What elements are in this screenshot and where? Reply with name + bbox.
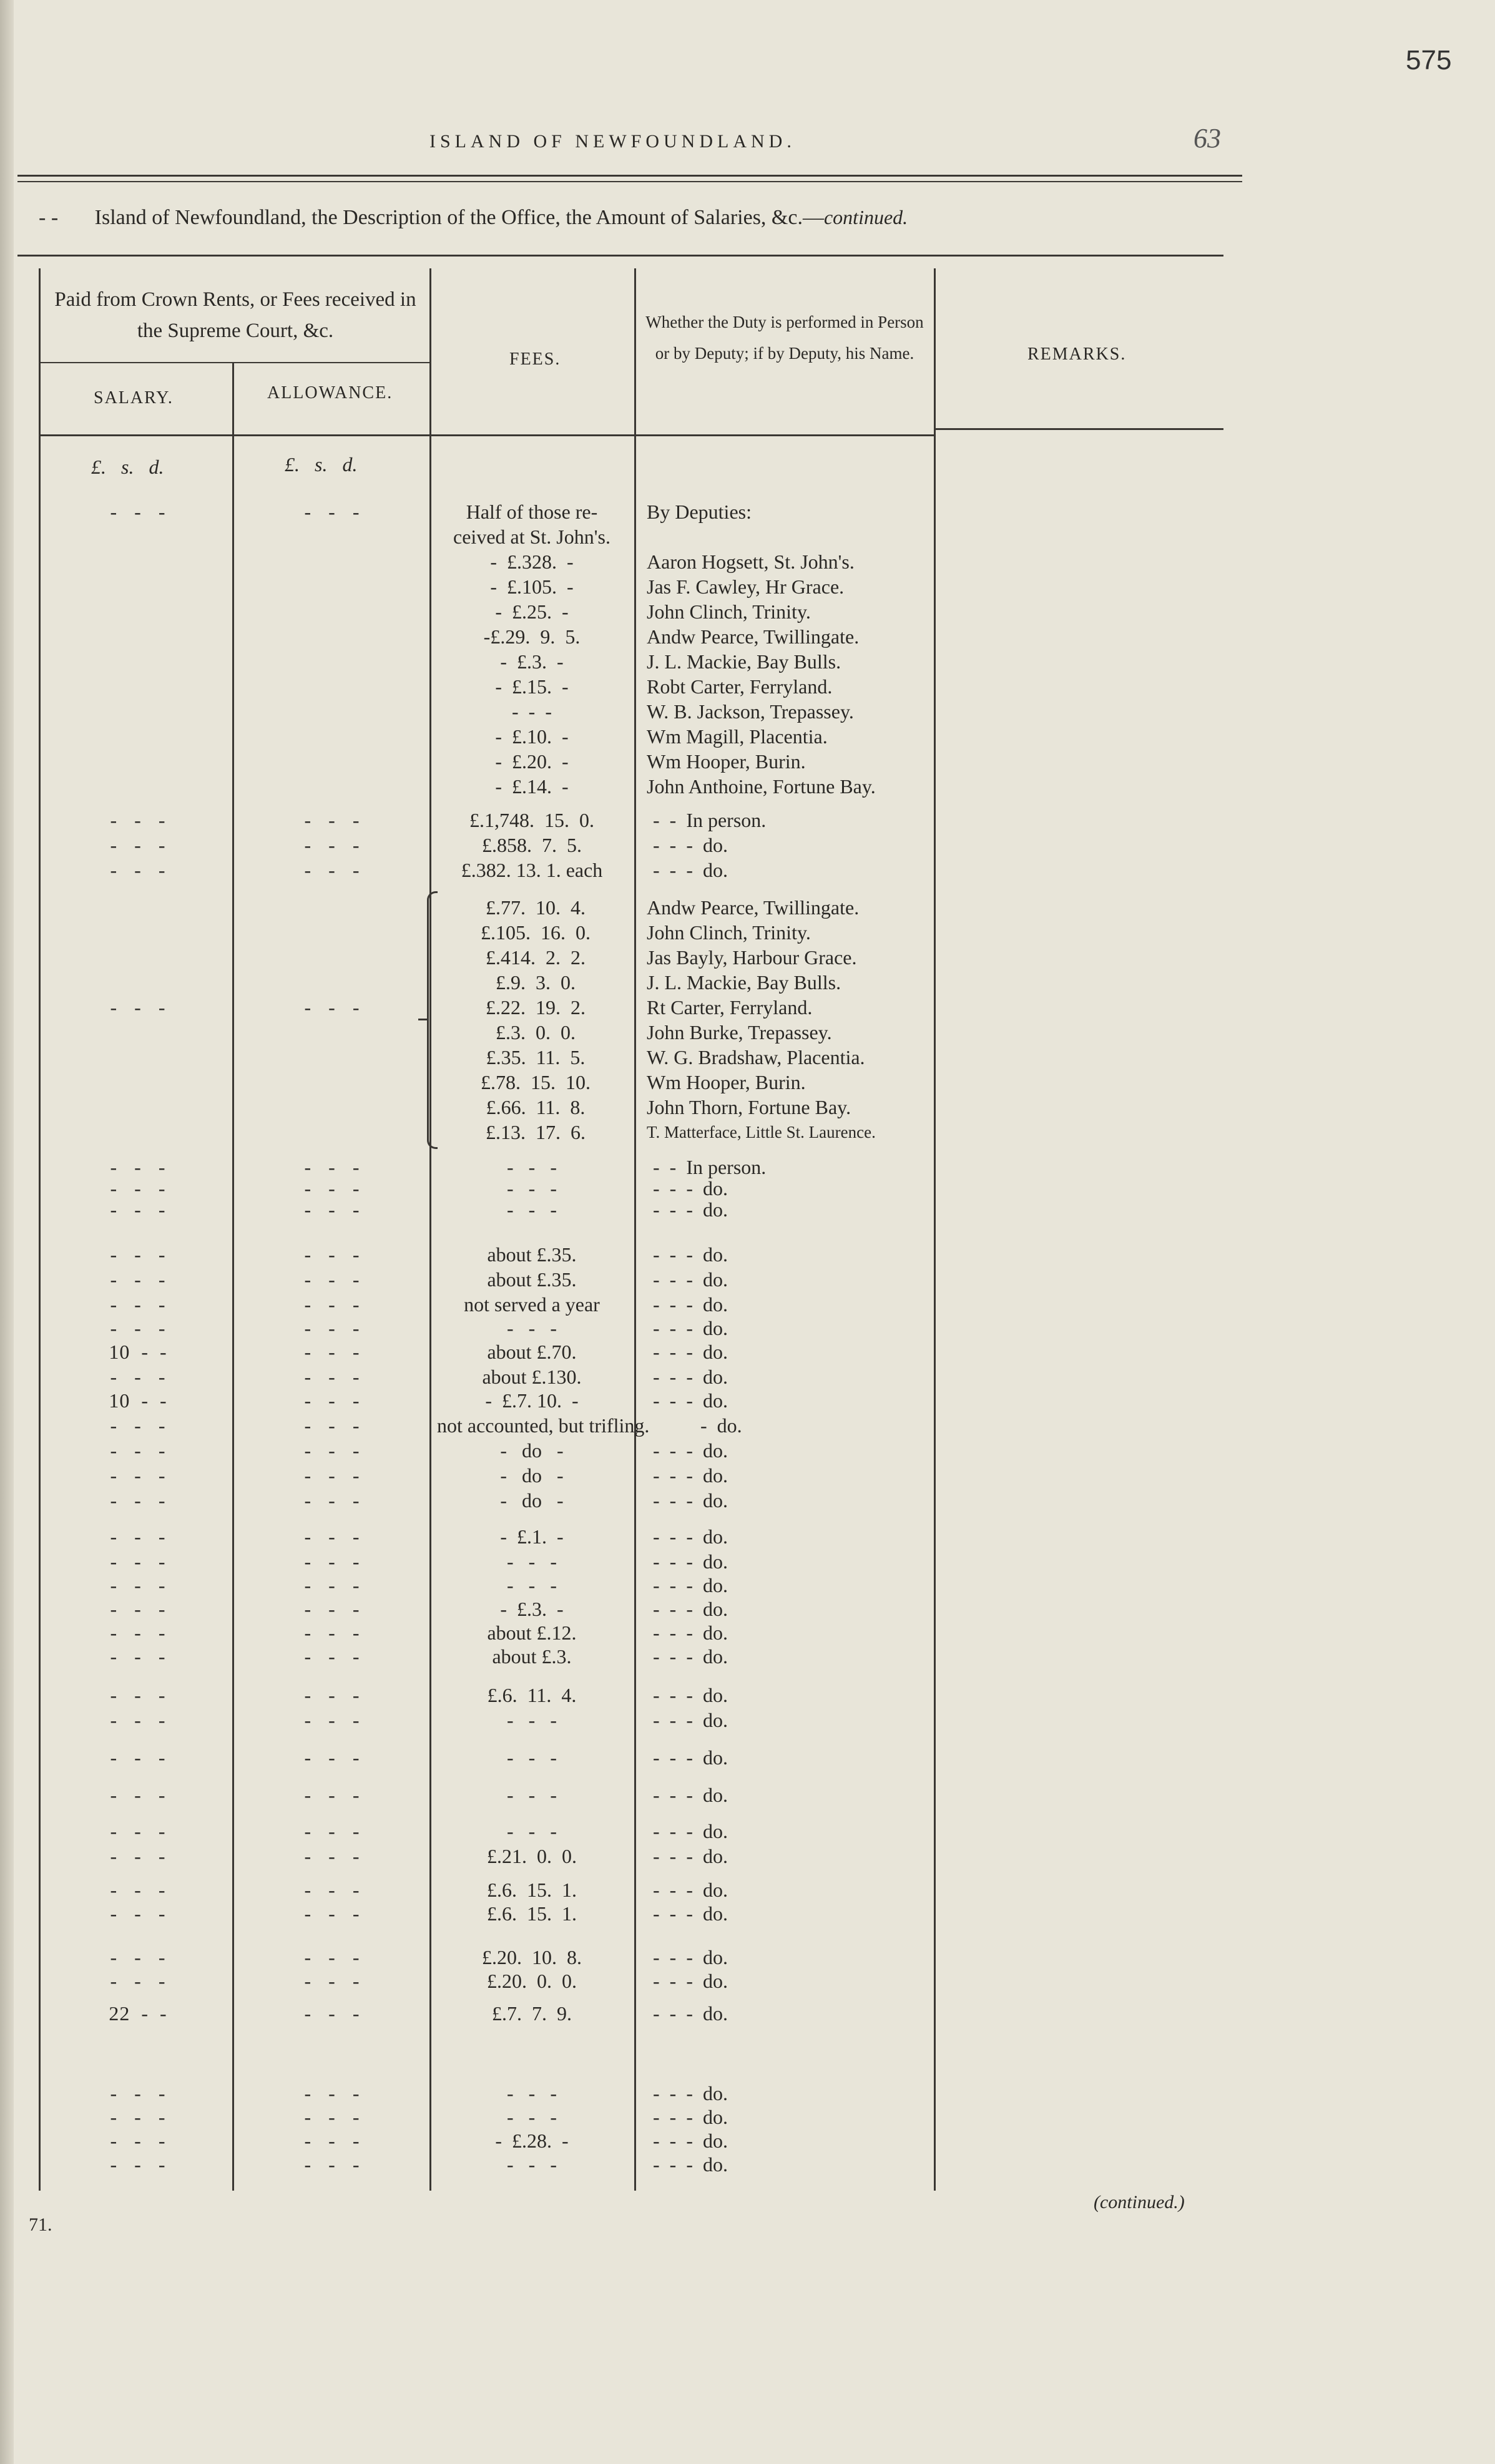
- fees-cell: about £.70.: [487, 1341, 577, 1363]
- fees-cell: - £.3. -: [500, 1598, 564, 1620]
- duty-cell: - - - do.: [653, 1621, 728, 1644]
- duty-cell: John Clinch, Trinity.: [647, 921, 811, 944]
- salary-cell: 22 - -: [109, 2002, 167, 2025]
- duty-cell: - - - do.: [653, 1746, 728, 1769]
- fees-cell: £.20. 10. 8.: [482, 1946, 582, 1968]
- duty-cell: - - - do.: [653, 2002, 728, 2025]
- salary-cell: 10 - -: [109, 1341, 167, 1363]
- duty-cell: - - - do.: [653, 2129, 728, 2152]
- allowance-cell: - - -: [304, 1293, 360, 1316]
- header-allowance: ALLOWANCE.: [267, 383, 393, 403]
- salary-cell: - - -: [110, 1439, 166, 1462]
- fees-cell: - £.328. -: [490, 550, 574, 573]
- duty-cell: - - - do.: [653, 1845, 728, 1867]
- fees-cell: £.6. 15. 1.: [487, 1879, 577, 1901]
- fees-cell: £.77. 10. 4.: [486, 896, 586, 919]
- allowance-cell: - - -: [304, 1389, 360, 1412]
- subtitle-text: Island of Newfoundland, the Description of the Office, the Amount of Salaries, &c.—: [94, 206, 824, 229]
- salary-cell: - - -: [110, 1879, 166, 1901]
- fees-cell: £.105. 16. 0.: [481, 921, 591, 944]
- duty-cell: - - - do.: [653, 1820, 728, 1842]
- fees-cell: £.35. 11. 5.: [486, 1046, 586, 1068]
- salary-cell: - - -: [110, 1317, 166, 1339]
- salary-cell: - - -: [110, 1268, 166, 1291]
- duty-cell: John Clinch, Trinity.: [647, 600, 811, 623]
- fees-cell: - £.105. -: [490, 575, 574, 598]
- fees-cell: £.22. 19. 2.: [486, 996, 586, 1019]
- footer-continued: (continued.): [1094, 2192, 1185, 2212]
- header-rule-bottom: [17, 181, 1242, 182]
- allowance-cell: - - -: [304, 1746, 360, 1769]
- duty-cell: - - - do.: [653, 859, 728, 881]
- subtitle-prefix: - -: [39, 206, 59, 229]
- fees-cell: about £.3.: [492, 1645, 572, 1668]
- allowance-cell: - - -: [304, 1845, 360, 1867]
- duty-cell: - - - do.: [653, 1709, 728, 1731]
- fees-cell: not served a year: [464, 1293, 600, 1316]
- fees-cell: - do -: [500, 1489, 564, 1512]
- duty-cell: - - - do.: [653, 1243, 728, 1266]
- salary-cell: - - -: [110, 501, 166, 523]
- salary-cell: - - -: [110, 1198, 166, 1221]
- allowance-cell: - - -: [304, 1709, 360, 1731]
- salary-cell: - - -: [110, 2153, 166, 2176]
- running-head: ISLAND OF NEWFOUNDLAND.: [429, 131, 796, 152]
- allowance-cell: - - -: [304, 1970, 360, 1992]
- allowance-cell: - - -: [304, 1621, 360, 1644]
- salary-cell: - - -: [110, 1574, 166, 1596]
- fees-cell: - £.1. -: [500, 1525, 564, 1548]
- duty-cell: John Anthoine, Fortune Bay.: [647, 775, 876, 798]
- allowance-fees-divider: [429, 268, 431, 2191]
- allowance-cell: - - -: [304, 1341, 360, 1363]
- salary-cell: - - -: [110, 809, 166, 831]
- remarks-header-rule: [935, 428, 1223, 430]
- duty-cell: Andw Pearce, Twillingate.: [647, 625, 860, 648]
- salary-cell: - - -: [110, 2106, 166, 2128]
- fees-cell: - - -: [507, 1784, 557, 1806]
- duty-cell: John Thorn, Fortune Bay.: [647, 1096, 851, 1118]
- allowance-cell: - - -: [304, 1366, 360, 1388]
- fees-cell: - - -: [507, 2082, 557, 2105]
- subtitle-line: [39, 206, 908, 230]
- header-bottom-rule: [40, 434, 934, 436]
- salary-cell: - - -: [110, 1946, 166, 1968]
- salary-cell: - - -: [110, 996, 166, 1019]
- allowance-cell: - - -: [304, 2082, 360, 2105]
- allowance-cell: - - -: [304, 1574, 360, 1596]
- duty-cell: - - - do.: [653, 1389, 728, 1412]
- salary-cell: - - -: [110, 1464, 166, 1487]
- folio-number: 63: [1194, 123, 1221, 154]
- fees-cell: about £.130.: [482, 1366, 582, 1388]
- allowance-cell: - - -: [304, 2106, 360, 2128]
- duty-cell: - - - do.: [653, 1464, 728, 1487]
- allowance-cell: - - -: [304, 859, 360, 881]
- fees-cell: - - -: [507, 1709, 557, 1731]
- salary-cell: - - -: [110, 1621, 166, 1644]
- salary-cell: - - -: [110, 1820, 166, 1842]
- salary-cell: - - -: [110, 2082, 166, 2105]
- duty-cell: Jas F. Cawley, Hr Grace.: [647, 575, 845, 598]
- duty-cell: - - - do.: [653, 1550, 728, 1573]
- duty-cell: Wm Hooper, Burin.: [647, 750, 806, 773]
- header-remarks: REMARKS.: [1027, 345, 1127, 364]
- allowance-cell: - - -: [304, 1784, 360, 1806]
- salary-cell: - - -: [110, 1970, 166, 1992]
- fees-cell: - £.7. 10. -: [485, 1389, 579, 1412]
- footer-left-number: 71.: [29, 2214, 52, 2235]
- fees-cell: £.20. 0. 0.: [487, 1970, 577, 1992]
- duty-cell: - - - do.: [653, 1177, 728, 1200]
- book-spine: [0, 0, 14, 2464]
- salary-cell: - - -: [110, 1709, 166, 1731]
- salary-cell: - - -: [110, 1489, 166, 1512]
- allowance-cell: - - -: [304, 1550, 360, 1573]
- salary-cell: - - -: [110, 1243, 166, 1266]
- salary-allowance-divider: [232, 362, 234, 2191]
- duty-cell: Andw Pearce, Twillingate.: [647, 896, 860, 919]
- allowance-cell: - - -: [304, 1156, 360, 1178]
- allowance-cell: - - -: [304, 1820, 360, 1842]
- duty-cell: - - - do.: [653, 1879, 728, 1901]
- fees-cell: £.414. 2. 2.: [486, 946, 586, 969]
- header-fees: FEES.: [509, 350, 561, 369]
- allowance-cell: - - -: [304, 2129, 360, 2152]
- salary-cell: - - -: [110, 1845, 166, 1867]
- duty-cell: - - - do.: [653, 1439, 728, 1462]
- duty-cell: - - In person.: [653, 809, 767, 831]
- duty-cell: Jas Bayly, Harbour Grace.: [647, 946, 857, 969]
- subtitle-continued: continued.: [823, 206, 908, 228]
- allowance-cell: - - -: [304, 1177, 360, 1200]
- salary-cell: - - -: [110, 1746, 166, 1769]
- allowance-cell: - - -: [304, 2153, 360, 2176]
- allowance-cell: - - -: [304, 1243, 360, 1266]
- table-top-rule: [17, 255, 1223, 257]
- salary-cell: - - -: [110, 859, 166, 881]
- fees-cell: - do -: [500, 1439, 564, 1462]
- fees-cell: £.3. 0. 0.: [496, 1021, 576, 1044]
- fees-cell: - - -: [512, 700, 552, 723]
- duty-cell: - - - do.: [653, 1970, 728, 1992]
- allowance-cell: - - -: [304, 1439, 360, 1462]
- duty-cell: Robt Carter, Ferryland.: [647, 675, 833, 698]
- fees-cell: £.13. 17. 6.: [486, 1121, 586, 1143]
- salary-cell: - - -: [110, 1902, 166, 1925]
- header-salary: SALARY.: [94, 388, 174, 408]
- duty-cell: - - - do.: [653, 2106, 728, 2128]
- fees-duty-divider: [634, 268, 636, 2191]
- allowance-cell: - - -: [304, 834, 360, 856]
- duty-cell: - - - do.: [653, 1784, 728, 1806]
- salary-units: £. s. d.: [91, 456, 164, 478]
- allowance-cell: - - -: [304, 2002, 360, 2025]
- duty-cell: - - - do.: [653, 1525, 728, 1548]
- duty-cell: - - - do.: [653, 1574, 728, 1596]
- duty-cell: - - - do.: [653, 834, 728, 856]
- duty-cell: J. L. Mackie, Bay Bulls.: [647, 971, 841, 994]
- duty-cell: - - - do.: [653, 1268, 728, 1291]
- fees-cell: Half of those re-: [466, 501, 598, 523]
- duty-cell: By Deputies:: [647, 501, 752, 523]
- duty-cell: - - - do.: [653, 1902, 728, 1925]
- fees-cell: - do -: [500, 1464, 564, 1487]
- fees-cell: not accounted, but trifling.: [437, 1414, 650, 1437]
- salary-cell: - - -: [110, 1293, 166, 1316]
- table-left-rule: [39, 268, 41, 2191]
- fees-cell: £.7. 7. 9.: [492, 2002, 572, 2025]
- duty-cell: - - - do.: [653, 1489, 728, 1512]
- fees-cell: - - -: [507, 1746, 557, 1769]
- duty-cell: W. G. Bradshaw, Placentia.: [647, 1046, 865, 1068]
- fees-cell: - £.14. -: [495, 775, 569, 798]
- duty-cell: - - In person.: [653, 1156, 767, 1178]
- fees-cell: £.1,748. 15. 0.: [469, 809, 594, 831]
- allowance-cell: - - -: [304, 1198, 360, 1221]
- duty-cell: - - - do.: [653, 2082, 728, 2105]
- fees-cell: £.78. 15. 10.: [481, 1071, 591, 1093]
- fees-cell: £.9. 3. 0.: [496, 971, 576, 994]
- allowance-cell: - - -: [304, 809, 360, 831]
- duty-cell: - - - do.: [653, 1946, 728, 1968]
- fees-cell: £.66. 11. 8.: [486, 1096, 586, 1118]
- fees-cell: £.6. 11. 4.: [487, 1684, 577, 1706]
- duty-cell: John Burke, Trepassey.: [647, 1021, 832, 1044]
- salary-cell: - - -: [110, 2129, 166, 2152]
- fees-cell: - - -: [507, 2153, 557, 2176]
- fees-cell: -£.29. 9. 5.: [483, 625, 581, 648]
- fees-cell: - - -: [507, 1574, 557, 1596]
- fees-cell: - £.10. -: [495, 725, 569, 748]
- fees-cell: ceived at St. John's.: [453, 526, 610, 548]
- duty-cell: - - - do.: [653, 1317, 728, 1339]
- duty-cell: - - - do.: [653, 1598, 728, 1620]
- fees-cell: - - -: [507, 1198, 557, 1221]
- salary-cell: - - -: [110, 1366, 166, 1388]
- header-rule-top: [17, 175, 1242, 177]
- allowance-cell: - - -: [304, 1414, 360, 1437]
- salary-cell: - - -: [110, 1525, 166, 1548]
- fees-cell: - - -: [507, 1177, 557, 1200]
- allowance-cell: - - -: [304, 1879, 360, 1901]
- fees-cell: - - -: [507, 1156, 557, 1178]
- fees-cell: about £.35.: [487, 1243, 577, 1266]
- duty-cell: T. Matterface, Little St. Laurence.: [647, 1123, 876, 1142]
- duty-cell: - - - do.: [653, 1293, 728, 1316]
- fees-cell: - - -: [507, 1317, 557, 1339]
- duty-cell: Wm Hooper, Burin.: [647, 1071, 806, 1093]
- salary-cell: - - -: [110, 1684, 166, 1706]
- allowance-cell: - - -: [304, 1902, 360, 1925]
- allowance-cell: - - -: [304, 1464, 360, 1487]
- fees-cell: £.6. 15. 1.: [487, 1902, 577, 1925]
- fees-cell: about £.35.: [487, 1268, 577, 1291]
- salary-cell: - - -: [110, 1598, 166, 1620]
- brace-top: [427, 891, 438, 1022]
- duty-cell: - do.: [700, 1414, 742, 1437]
- duty-cell: - - - do.: [653, 1684, 728, 1706]
- allowance-cell: - - -: [304, 1489, 360, 1512]
- allowance-cell: - - -: [304, 1525, 360, 1548]
- allowance-cell: - - -: [304, 1684, 360, 1706]
- fees-cell: - £.15. -: [495, 675, 569, 698]
- duty-cell: Rt Carter, Ferryland.: [647, 996, 813, 1019]
- fees-cell: - - -: [507, 1820, 557, 1842]
- fees-cell: - - -: [507, 1550, 557, 1573]
- allowance-cell: - - -: [304, 1645, 360, 1668]
- duty-cell: - - - do.: [653, 1341, 728, 1363]
- fees-cell: - £.20. -: [495, 750, 569, 773]
- salary-cell: - - -: [110, 1784, 166, 1806]
- salary-cell: - - -: [110, 1156, 166, 1178]
- fees-cell: - £.28. -: [495, 2129, 569, 2152]
- duty-cell: - - - do.: [653, 2153, 728, 2176]
- fees-cell: £.382. 13. 1. each: [461, 859, 603, 881]
- salary-cell: - - -: [110, 1177, 166, 1200]
- allowance-units: £. s. d.: [285, 453, 358, 476]
- fees-cell: - £.3. -: [500, 650, 564, 673]
- allowance-cell: - - -: [304, 1598, 360, 1620]
- salary-cell: 10 - -: [109, 1389, 167, 1412]
- fees-cell: - - -: [507, 2106, 557, 2128]
- fees-cell: - £.25. -: [495, 600, 569, 623]
- duty-cell: J. L. Mackie, Bay Bulls.: [647, 650, 841, 673]
- allowance-cell: - - -: [304, 1946, 360, 1968]
- duty-cell: - - - do.: [653, 1645, 728, 1668]
- group-header-rule: [40, 362, 429, 363]
- header-paid-from-crown-rents: Paid from Crown Rents, or Fees received in the Supreme Court, &c.: [54, 288, 416, 342]
- salary-cell: - - -: [110, 1414, 166, 1437]
- allowance-cell: - - -: [304, 1317, 360, 1339]
- duty-cell: W. B. Jackson, Trepassey.: [647, 700, 854, 723]
- header-duty: Whether the Duty is performed in Person or by Deputy; if by Deputy, his Name.: [645, 313, 924, 363]
- duty-cell: Wm Magill, Placentia.: [647, 725, 828, 748]
- salary-cell: - - -: [110, 1645, 166, 1668]
- duty-cell: - - - do.: [653, 1366, 728, 1388]
- fees-cell: £.21. 0. 0.: [487, 1845, 577, 1867]
- allowance-cell: - - -: [304, 996, 360, 1019]
- duty-cell: Aaron Hogsett, St. John's.: [647, 550, 855, 573]
- allowance-cell: - - -: [304, 1268, 360, 1291]
- salary-cell: - - -: [110, 1550, 166, 1573]
- fees-cell: £.858. 7. 5.: [482, 834, 582, 856]
- duty-cell: - - - do.: [653, 1198, 728, 1221]
- page-number: 575: [1406, 45, 1452, 76]
- brace-bottom: [427, 1019, 438, 1149]
- allowance-cell: - - -: [304, 501, 360, 523]
- salary-cell: - - -: [110, 834, 166, 856]
- fees-cell: about £.12.: [487, 1621, 577, 1644]
